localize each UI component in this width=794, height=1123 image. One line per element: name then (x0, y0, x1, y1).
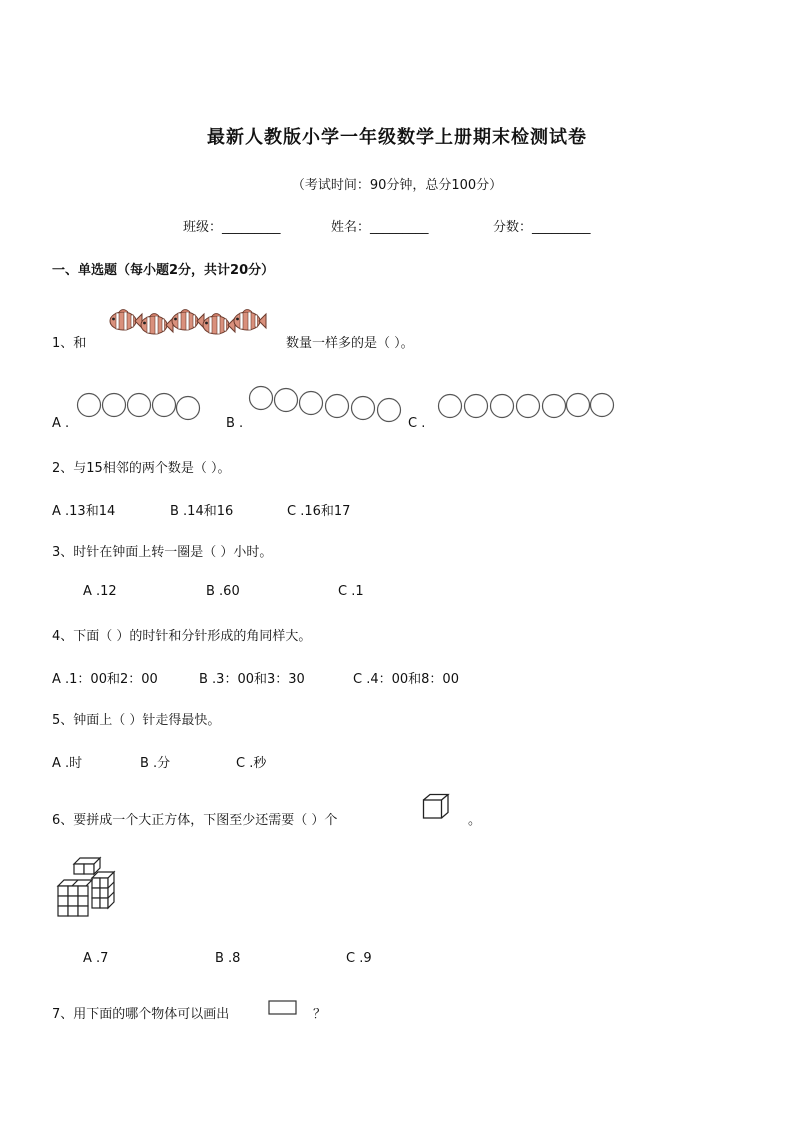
q6-option-b: B .8 (215, 951, 241, 966)
q1-option-a-label: A . (52, 416, 70, 431)
q3-option-c: C .1 (338, 584, 364, 599)
question-5-text: 5、钟面上（ ）针走得最快。 (52, 713, 221, 728)
q3-option-a: A .12 (83, 584, 117, 599)
q2-option-a: A .13和14 (52, 504, 116, 519)
q3-option-b: B .60 (206, 584, 240, 599)
class-field: 班级：_________ (183, 220, 281, 235)
clownfish-icon (141, 314, 173, 335)
q4-option-a: A .1：00和2：00 (52, 672, 158, 687)
clownfish-icon (203, 314, 235, 335)
q6-option-c: C .9 (346, 951, 372, 966)
q1-option-c-label: C . (408, 416, 426, 431)
exam-subtitle: （考试时间：90分钟，总分100分） (291, 178, 503, 193)
question-7-text: 7、用下面的哪个物体可以画出 (52, 1007, 230, 1022)
section-heading: 一、单选题（每小题2分，共计20分） (52, 263, 275, 278)
question-6-suffix: 。 (468, 813, 482, 828)
clownfish-icon (172, 310, 204, 331)
question-2-text: 2、与15相邻的两个数是（ ）。 (52, 461, 231, 476)
cube-icon (422, 793, 450, 821)
question-3-text: 3、时针在钟面上转一圈是（ ）小时。 (52, 545, 273, 560)
question-7-suffix: ？ (313, 1007, 327, 1022)
q5-option-a: A .时 (52, 756, 83, 771)
fish-group-image (105, 305, 270, 341)
clownfish-icon (110, 310, 142, 331)
score-field: 分数：_________ (493, 220, 591, 235)
q4-option-c: C .4：00和8：00 (353, 672, 459, 687)
question-6-text: 6、要拼成一个大正方体，下图至少还需要（ ）个 (52, 813, 338, 828)
name-field: 姓名：_________ (331, 220, 429, 235)
q2-option-b: B .14和16 (170, 504, 234, 519)
q1-option-c-circles (437, 392, 617, 422)
q5-option-c: C .秒 (236, 756, 267, 771)
clownfish-icon (234, 310, 266, 331)
q5-option-b: B .分 (140, 756, 171, 771)
question-4-text: 4、下面（ ）的时针和分针形成的角同样大。 (52, 629, 312, 644)
question-1-text: 数量一样多的是（ ）。 (286, 336, 414, 351)
q1-option-b-label: B . (226, 416, 244, 431)
q1-option-a-circles (76, 392, 206, 422)
q2-option-c: C .16和17 (287, 504, 351, 519)
cube-stack-image (56, 856, 118, 918)
q6-option-a: A .7 (83, 951, 109, 966)
q1-option-b-circles (248, 385, 408, 425)
page-title: 最新人教版小学一年级数学上册期末检测试卷 (207, 127, 587, 148)
q4-option-b: B .3：00和3：30 (199, 672, 305, 687)
rectangle-shape-icon (268, 1000, 298, 1016)
question-1-prefix: 1、和 (52, 336, 87, 351)
